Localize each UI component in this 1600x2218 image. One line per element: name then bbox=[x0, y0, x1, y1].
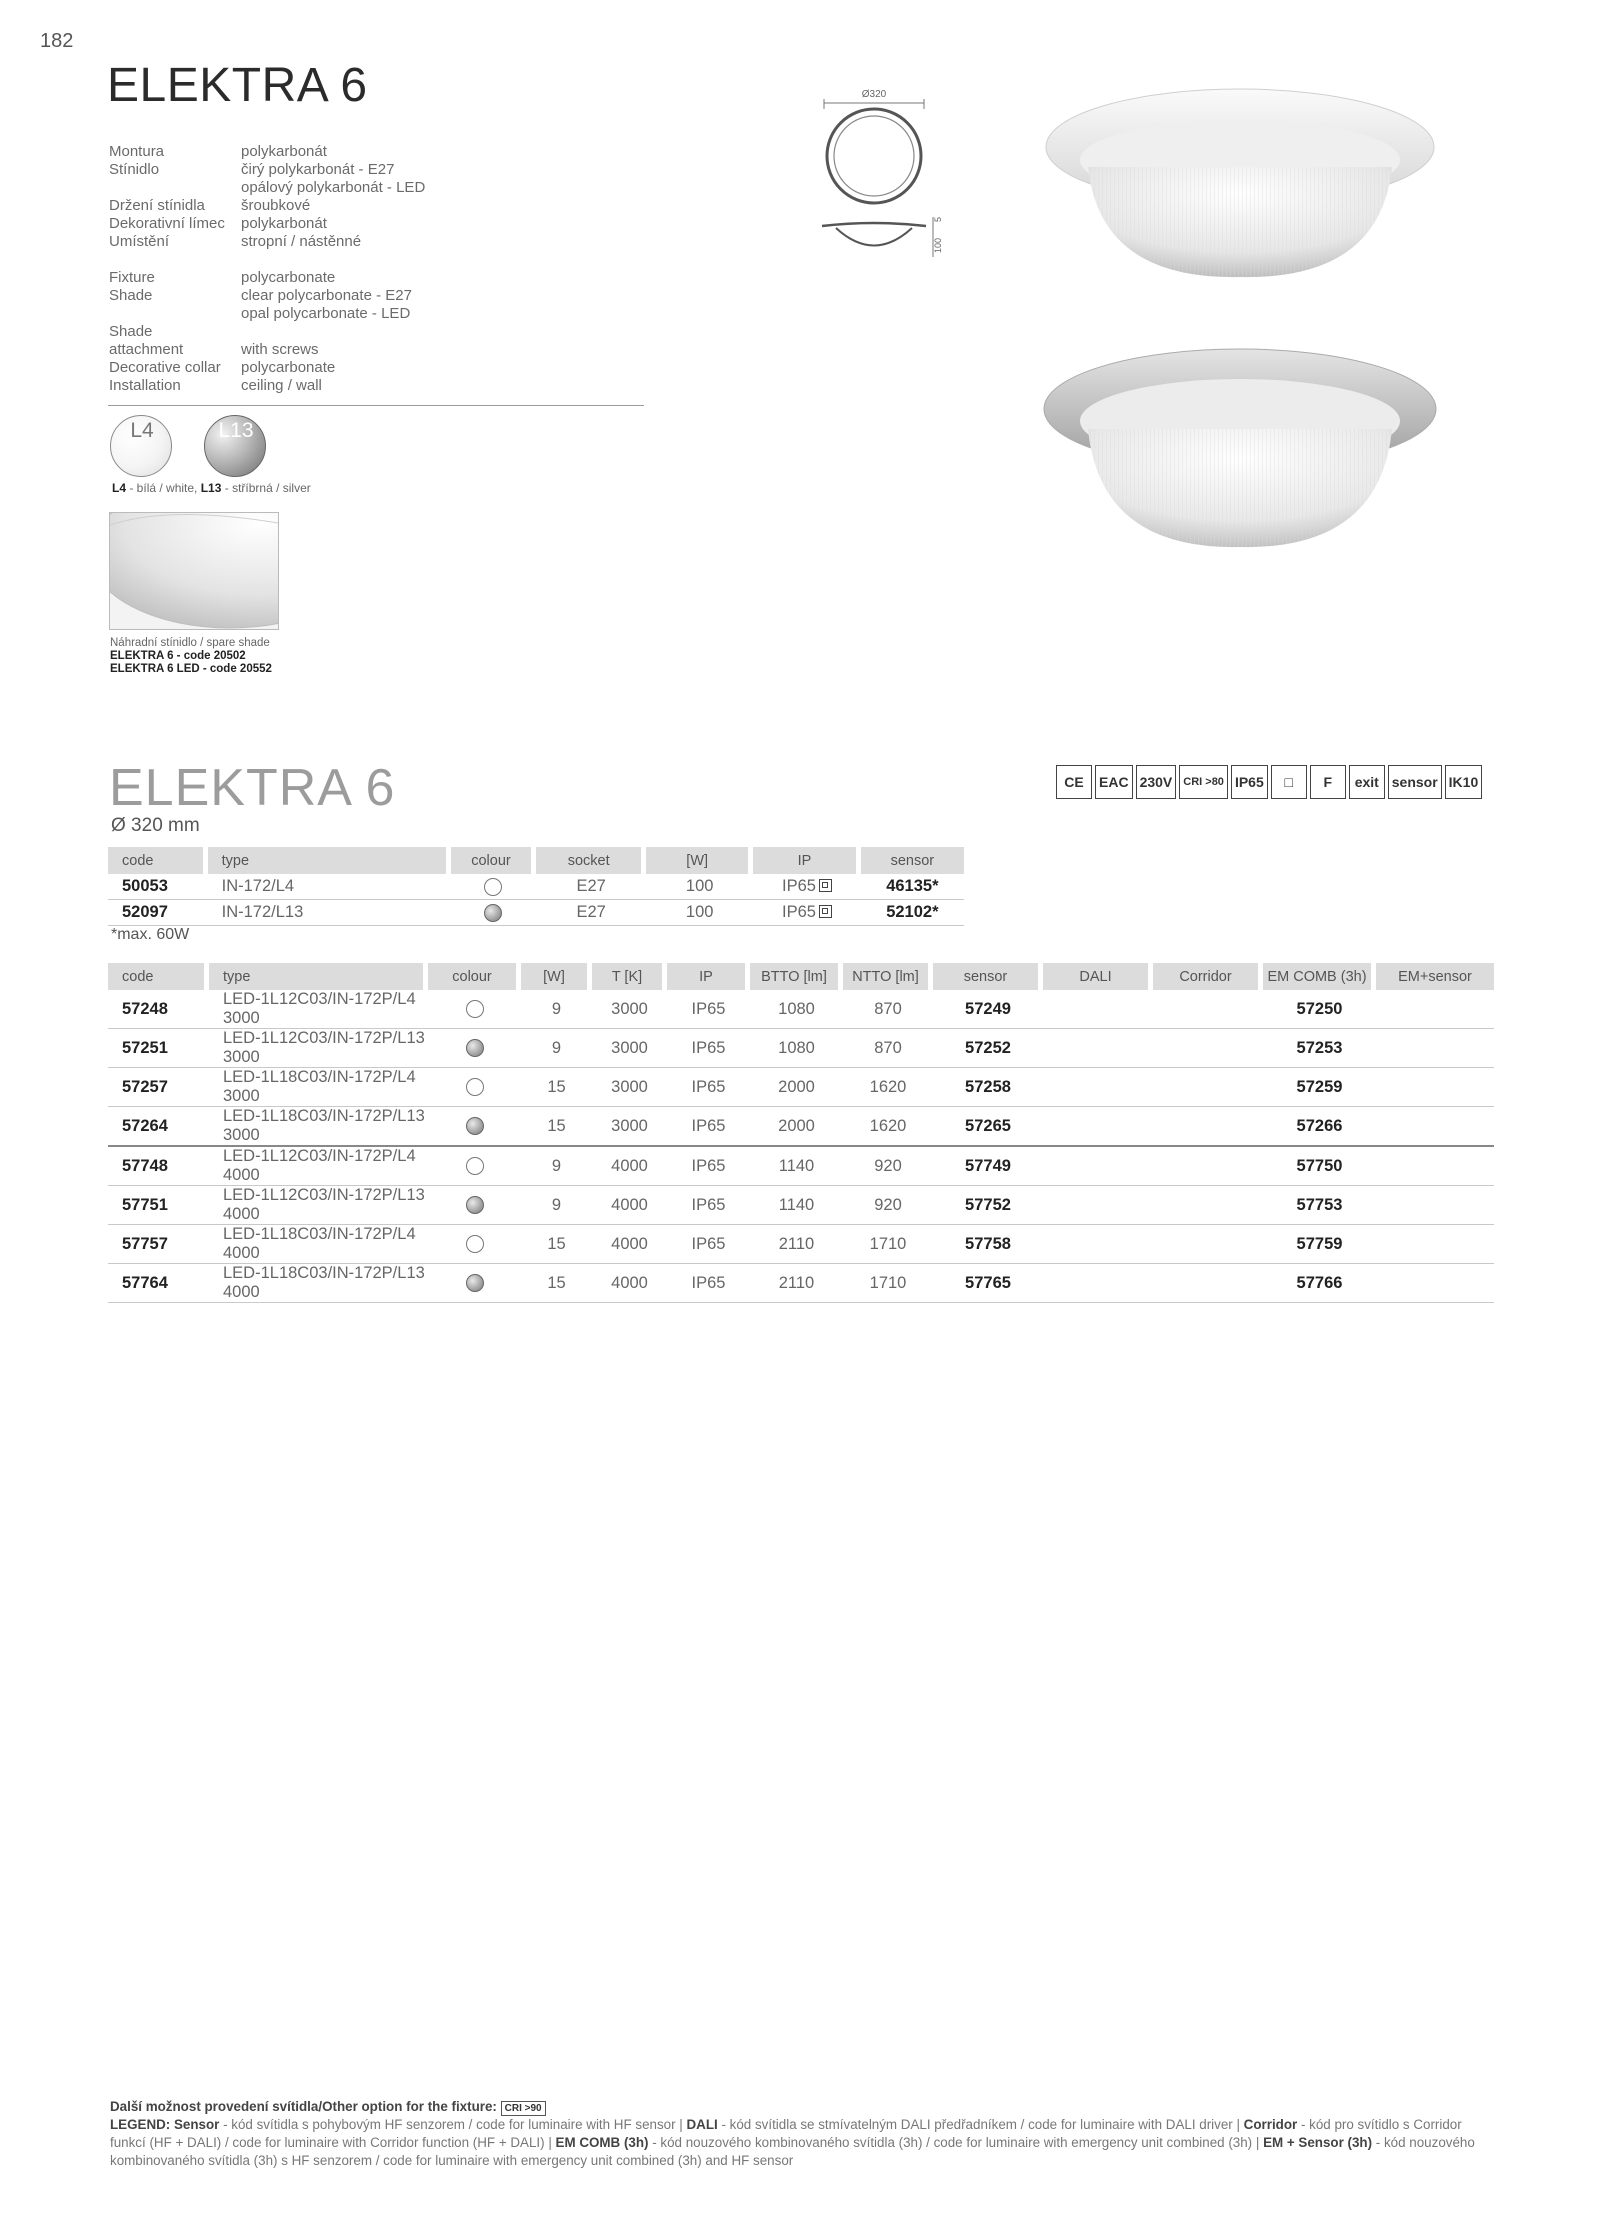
product-table-led bbox=[108, 963, 1494, 1303]
table-cell: 2110 bbox=[750, 1225, 843, 1264]
table-cell: 4000 bbox=[592, 1147, 667, 1186]
table-cell: 1620 bbox=[843, 1107, 933, 1147]
t1-header: socket bbox=[536, 847, 646, 874]
table-cell: 2000 bbox=[750, 1068, 843, 1107]
colour-dot-silver-icon bbox=[484, 904, 502, 922]
table-cell: 4000 bbox=[592, 1225, 667, 1264]
product-photo-white bbox=[1030, 85, 1450, 295]
cert-icon: □ bbox=[1271, 765, 1307, 799]
spec-value: čirý polykarbonát - E27 bbox=[241, 161, 395, 178]
spec-row bbox=[109, 269, 425, 287]
table-cell: 57749 bbox=[933, 1147, 1043, 1186]
table-cell bbox=[1376, 1147, 1494, 1186]
spec-row bbox=[109, 323, 425, 341]
cert-icon: CRI >80 bbox=[1179, 765, 1228, 799]
t2-header: colour bbox=[428, 963, 521, 990]
colour-swatch-l4 bbox=[110, 415, 172, 477]
table-cell: IP65 bbox=[667, 1068, 750, 1107]
table-cell: 57752 bbox=[933, 1186, 1043, 1225]
table-cell: 57250 bbox=[1263, 990, 1376, 1029]
table-cell: LED-1L18C03/IN-172P/L4 3000 bbox=[209, 1068, 428, 1107]
table-cell: 3000 bbox=[592, 1029, 667, 1068]
t2-header: T [K] bbox=[592, 963, 667, 990]
t2-header: BTTO [lm] bbox=[750, 963, 843, 990]
table-cell: 57753 bbox=[1263, 1186, 1376, 1225]
table-cell: LED-1L18C03/IN-172P/L13 4000 bbox=[209, 1264, 428, 1303]
t2-header: type bbox=[209, 963, 428, 990]
t2-header: [W] bbox=[521, 963, 592, 990]
colour-dot-silver-icon bbox=[466, 1039, 484, 1057]
table-cell: 9 bbox=[521, 1147, 592, 1186]
cert-icon: F bbox=[1310, 765, 1346, 799]
table-cell bbox=[1043, 1029, 1153, 1068]
table-cell bbox=[428, 1068, 521, 1107]
cert-icon: IK10 bbox=[1445, 765, 1483, 799]
table-cell: 57258 bbox=[933, 1068, 1043, 1107]
table-cell bbox=[1153, 1186, 1263, 1225]
table-row bbox=[108, 1264, 1494, 1303]
certification-icons bbox=[1056, 765, 1482, 799]
table-cell: 15 bbox=[521, 1225, 592, 1264]
t1-header: IP bbox=[753, 847, 860, 874]
spec-row bbox=[109, 179, 425, 197]
spec-divider bbox=[108, 405, 644, 406]
spec-key: Installation bbox=[109, 377, 181, 394]
colour-dot-white-icon bbox=[466, 1078, 484, 1096]
spec-row bbox=[109, 341, 425, 359]
table-cell bbox=[1376, 1029, 1494, 1068]
table-cell: 1140 bbox=[750, 1186, 843, 1225]
table-cell: 1710 bbox=[843, 1264, 933, 1303]
table-cell: LED-1L12C03/IN-172P/L13 4000 bbox=[209, 1186, 428, 1225]
table-cell: 4000 bbox=[592, 1186, 667, 1225]
table-cell: 3000 bbox=[592, 990, 667, 1029]
class-ii-icon bbox=[819, 905, 832, 918]
table-cell: 57757 bbox=[108, 1225, 209, 1264]
colour-dot-silver-icon bbox=[466, 1117, 484, 1135]
table-cell: 57759 bbox=[1263, 1225, 1376, 1264]
spec-key: Montura bbox=[109, 143, 165, 160]
t1-header: [W] bbox=[646, 847, 753, 874]
table-row bbox=[108, 1225, 1494, 1264]
table-row bbox=[108, 1068, 1494, 1107]
t1-header: sensor bbox=[861, 847, 964, 874]
spec-key: Umístění bbox=[109, 233, 170, 250]
colour-swatch-l13 bbox=[204, 415, 266, 477]
table-cell: 57764 bbox=[108, 1264, 209, 1303]
spec-row bbox=[109, 305, 425, 323]
table-cell bbox=[428, 990, 521, 1029]
spec-row bbox=[109, 161, 425, 179]
spec-row bbox=[109, 143, 425, 161]
table-cell: 57750 bbox=[1263, 1147, 1376, 1186]
spec-key: Shade bbox=[109, 287, 153, 304]
table-cell: 3000 bbox=[592, 1068, 667, 1107]
spec-key: Stínidlo bbox=[109, 161, 160, 178]
product-table-e27 bbox=[108, 847, 964, 926]
spec-key: Shade bbox=[109, 323, 153, 340]
spec-key: Fixture bbox=[109, 269, 155, 286]
table-cell: IN-172/L4 bbox=[208, 874, 451, 900]
table-cell: 57758 bbox=[933, 1225, 1043, 1264]
t2-header: EM COMB (3h) bbox=[1263, 963, 1376, 990]
t2-header: IP bbox=[667, 963, 750, 990]
table-cell: 100 bbox=[646, 874, 753, 900]
table-cell: 9 bbox=[521, 1186, 592, 1225]
drawing-offset: 5 bbox=[933, 216, 943, 222]
spec-row bbox=[109, 197, 425, 215]
table-cell bbox=[428, 1264, 521, 1303]
cert-icon: 230V bbox=[1136, 765, 1177, 799]
colour-dot-silver-icon bbox=[466, 1196, 484, 1214]
class-ii-icon bbox=[819, 879, 832, 892]
table-cell: 4000 bbox=[592, 1264, 667, 1303]
table-cell: 2000 bbox=[750, 1107, 843, 1147]
page-number: 182 bbox=[40, 30, 74, 52]
table-cell: E27 bbox=[536, 900, 646, 926]
t2-header: Corridor bbox=[1153, 963, 1263, 990]
table-cell: 2110 bbox=[750, 1264, 843, 1303]
ip-rating: IP65 bbox=[782, 877, 816, 895]
table-cell bbox=[1043, 990, 1153, 1029]
table-cell: IN-172/L13 bbox=[208, 900, 451, 926]
table-cell bbox=[428, 1029, 521, 1068]
spec-key bbox=[109, 305, 241, 323]
table-cell: 57765 bbox=[933, 1264, 1043, 1303]
table-cell: 57751 bbox=[108, 1186, 209, 1225]
table-cell: 57248 bbox=[108, 990, 209, 1029]
table-cell bbox=[428, 1225, 521, 1264]
table-cell: 1080 bbox=[750, 1029, 843, 1068]
product-photo-silver bbox=[1030, 345, 1450, 565]
spec-value: polycarbonate bbox=[241, 269, 336, 286]
spec-row bbox=[109, 359, 425, 377]
section-title: ELEKTRA 6 bbox=[109, 759, 396, 817]
table-cell: IP65 bbox=[667, 1225, 750, 1264]
table-cell: 57257 bbox=[108, 1068, 209, 1107]
table-cell bbox=[1043, 1068, 1153, 1107]
table-row bbox=[108, 990, 1494, 1029]
table-cell: 15 bbox=[521, 1107, 592, 1147]
table-cell: 57249 bbox=[933, 990, 1043, 1029]
table-cell: LED-1L12C03/IN-172P/L4 3000 bbox=[209, 990, 428, 1029]
table-cell: IP65 bbox=[667, 1186, 750, 1225]
table-cell bbox=[753, 874, 860, 900]
colour-dot-white-icon bbox=[484, 878, 502, 896]
ip-rating: IP65 bbox=[782, 903, 816, 921]
table-cell: 1080 bbox=[750, 990, 843, 1029]
swatch-label-l13: L13 bbox=[218, 419, 254, 442]
cert-icon: IP65 bbox=[1231, 765, 1268, 799]
table-cell: IP65 bbox=[667, 1029, 750, 1068]
spec-value: šroubkové bbox=[241, 197, 311, 214]
drawing-height: 100 bbox=[933, 237, 943, 253]
table-cell bbox=[1043, 1147, 1153, 1186]
table-cell: 57266 bbox=[1263, 1107, 1376, 1147]
table-cell: 15 bbox=[521, 1264, 592, 1303]
cert-icon: EAC bbox=[1095, 765, 1133, 799]
table-cell: LED-1L18C03/IN-172P/L13 3000 bbox=[209, 1107, 428, 1147]
table-cell bbox=[1376, 1186, 1494, 1225]
colour-note: L4 - bílá / white, L13 - stříbrná / silver bbox=[112, 481, 311, 495]
spec-value: polykarbonát bbox=[241, 215, 327, 232]
table-cell bbox=[1376, 1107, 1494, 1147]
table-cell bbox=[1043, 1107, 1153, 1147]
table-cell bbox=[1153, 1068, 1263, 1107]
table-cell bbox=[1376, 1225, 1494, 1264]
cert-icon: exit bbox=[1349, 765, 1385, 799]
table-cell bbox=[1376, 990, 1494, 1029]
spec-value: opal polycarbonate - LED bbox=[241, 305, 411, 322]
table-cell bbox=[451, 900, 537, 926]
table-row bbox=[108, 1107, 1494, 1147]
table-cell bbox=[1153, 1225, 1263, 1264]
table-cell: E27 bbox=[536, 874, 646, 900]
table-cell bbox=[1153, 1029, 1263, 1068]
spec-gap bbox=[109, 251, 425, 269]
table-cell bbox=[428, 1186, 521, 1225]
table-cell: LED-1L12C03/IN-172P/L4 4000 bbox=[209, 1147, 428, 1186]
table-cell bbox=[1043, 1225, 1153, 1264]
table-note: *max. 60W bbox=[111, 926, 190, 943]
t2-header: NTTO [lm] bbox=[843, 963, 933, 990]
table-cell bbox=[451, 874, 537, 900]
table-cell: 52097 bbox=[108, 900, 208, 926]
table-cell: 57253 bbox=[1263, 1029, 1376, 1068]
table-row bbox=[108, 1147, 1494, 1186]
spare-shade-image bbox=[109, 512, 279, 630]
spec-key bbox=[109, 179, 241, 197]
table-cell bbox=[1153, 1147, 1263, 1186]
table-row bbox=[108, 900, 964, 926]
table-cell bbox=[1376, 1264, 1494, 1303]
table-cell: 9 bbox=[521, 990, 592, 1029]
table-cell: 1710 bbox=[843, 1225, 933, 1264]
table-cell: 100 bbox=[646, 900, 753, 926]
drawing-diameter: Ø320 bbox=[861, 89, 887, 100]
spec-value: polycarbonate bbox=[241, 359, 336, 376]
table-cell: 3000 bbox=[592, 1107, 667, 1147]
table-cell: 57251 bbox=[108, 1029, 209, 1068]
table-cell: 52102* bbox=[861, 900, 964, 926]
table-cell bbox=[428, 1107, 521, 1147]
table-cell: 50053 bbox=[108, 874, 208, 900]
table-cell: 1620 bbox=[843, 1068, 933, 1107]
spec-value: ceiling / wall bbox=[241, 377, 322, 394]
spec-key: attachment bbox=[109, 341, 184, 358]
specs-block bbox=[109, 143, 425, 395]
colour-dot-silver-icon bbox=[466, 1274, 484, 1292]
spec-key: Decorative collar bbox=[109, 359, 221, 376]
table-row bbox=[108, 874, 964, 900]
cri-90-badge: CRI >90 bbox=[501, 2101, 546, 2116]
spec-value: polykarbonát bbox=[241, 143, 327, 160]
product-title: ELEKTRA 6 bbox=[107, 59, 368, 112]
t2-header: code bbox=[108, 963, 209, 990]
spec-row bbox=[109, 377, 425, 395]
table-cell bbox=[1043, 1186, 1153, 1225]
spec-row bbox=[109, 287, 425, 305]
table-cell: IP65 bbox=[667, 1264, 750, 1303]
spec-row bbox=[109, 233, 425, 251]
table-cell: 870 bbox=[843, 1029, 933, 1068]
table-cell: 57264 bbox=[108, 1107, 209, 1147]
spec-row bbox=[109, 215, 425, 233]
t2-header: EM+sensor bbox=[1376, 963, 1494, 990]
table-cell: 9 bbox=[521, 1029, 592, 1068]
table-cell: 15 bbox=[521, 1068, 592, 1107]
footer-legend: Další možnost provedení svítidla/Other option for the fixture: CRI >90 LEGEND: Sensor - kód svítidla s pohybovým HF senzorem / code for luminaire with HF sensor | DALI - kód svítidla se stmívatelným DALI předřadníkem / code for luminaire with DALI driver | Corridor - kód pro svítidlo s Corridor funkcí (HF + DALI) / code for luminaire with Corridor function (HF + DALI) | EM COMB (3h) - kód nouzového kombinovaného svítidla (3h) / code for luminaire with emergency unit combined (3h) | EM + Sensor (3h) - kód nouzového kombinovaného svítidla (3h) s HF senzorem / code for luminaire with emergency unit combined (3h) and HF sensor bbox=[110, 2099, 1475, 2168]
spec-value: with screws bbox=[241, 341, 319, 358]
table-cell: 57265 bbox=[933, 1107, 1043, 1147]
cert-icon: CE bbox=[1056, 765, 1092, 799]
swatch-label-l4: L4 bbox=[130, 419, 154, 442]
spec-value: opálový polykarbonát - LED bbox=[241, 179, 426, 196]
spec-value: clear polycarbonate - E27 bbox=[241, 287, 412, 304]
spec-value: stropní / nástěnné bbox=[241, 233, 362, 250]
table-cell bbox=[1153, 990, 1263, 1029]
table-cell: 57766 bbox=[1263, 1264, 1376, 1303]
table-cell: 57748 bbox=[108, 1147, 209, 1186]
t1-header: code bbox=[108, 847, 208, 874]
table-cell bbox=[1376, 1068, 1494, 1107]
table-cell bbox=[428, 1147, 521, 1186]
table-cell: LED-1L12C03/IN-172P/L13 3000 bbox=[209, 1029, 428, 1068]
table-cell: 57259 bbox=[1263, 1068, 1376, 1107]
table-cell: 1140 bbox=[750, 1147, 843, 1186]
spec-key: Dekorativní límec bbox=[109, 215, 225, 232]
table-cell bbox=[1153, 1107, 1263, 1147]
table-cell bbox=[753, 900, 860, 926]
t1-header: colour bbox=[451, 847, 537, 874]
table-cell: IP65 bbox=[667, 1147, 750, 1186]
spare-shade-text: Náhradní stínidlo / spare shade ELEKTRA 6 - code 20502 ELEKTRA 6 LED - code 20552 bbox=[110, 637, 272, 675]
dimension-drawing bbox=[808, 87, 948, 262]
table-cell: 57252 bbox=[933, 1029, 1043, 1068]
cert-icon: sensor bbox=[1388, 765, 1442, 799]
table-cell bbox=[1043, 1264, 1153, 1303]
t2-header: sensor bbox=[933, 963, 1043, 990]
table-cell: 46135* bbox=[861, 874, 964, 900]
table-cell: IP65 bbox=[667, 990, 750, 1029]
table-cell: LED-1L18C03/IN-172P/L4 4000 bbox=[209, 1225, 428, 1264]
table-cell bbox=[1153, 1264, 1263, 1303]
table-row bbox=[108, 1186, 1494, 1225]
colour-dot-white-icon bbox=[466, 1157, 484, 1175]
table-cell: 870 bbox=[843, 990, 933, 1029]
table-cell: IP65 bbox=[667, 1107, 750, 1147]
t2-header: DALI bbox=[1043, 963, 1153, 990]
colour-dot-white-icon bbox=[466, 1235, 484, 1253]
diameter-label: Ø 320 mm bbox=[111, 815, 200, 836]
colour-dot-white-icon bbox=[466, 1000, 484, 1018]
spec-key: Držení stínidla bbox=[109, 197, 205, 214]
table-cell: 920 bbox=[843, 1186, 933, 1225]
t1-header: type bbox=[208, 847, 451, 874]
table-row bbox=[108, 1029, 1494, 1068]
table-cell: 920 bbox=[843, 1147, 933, 1186]
